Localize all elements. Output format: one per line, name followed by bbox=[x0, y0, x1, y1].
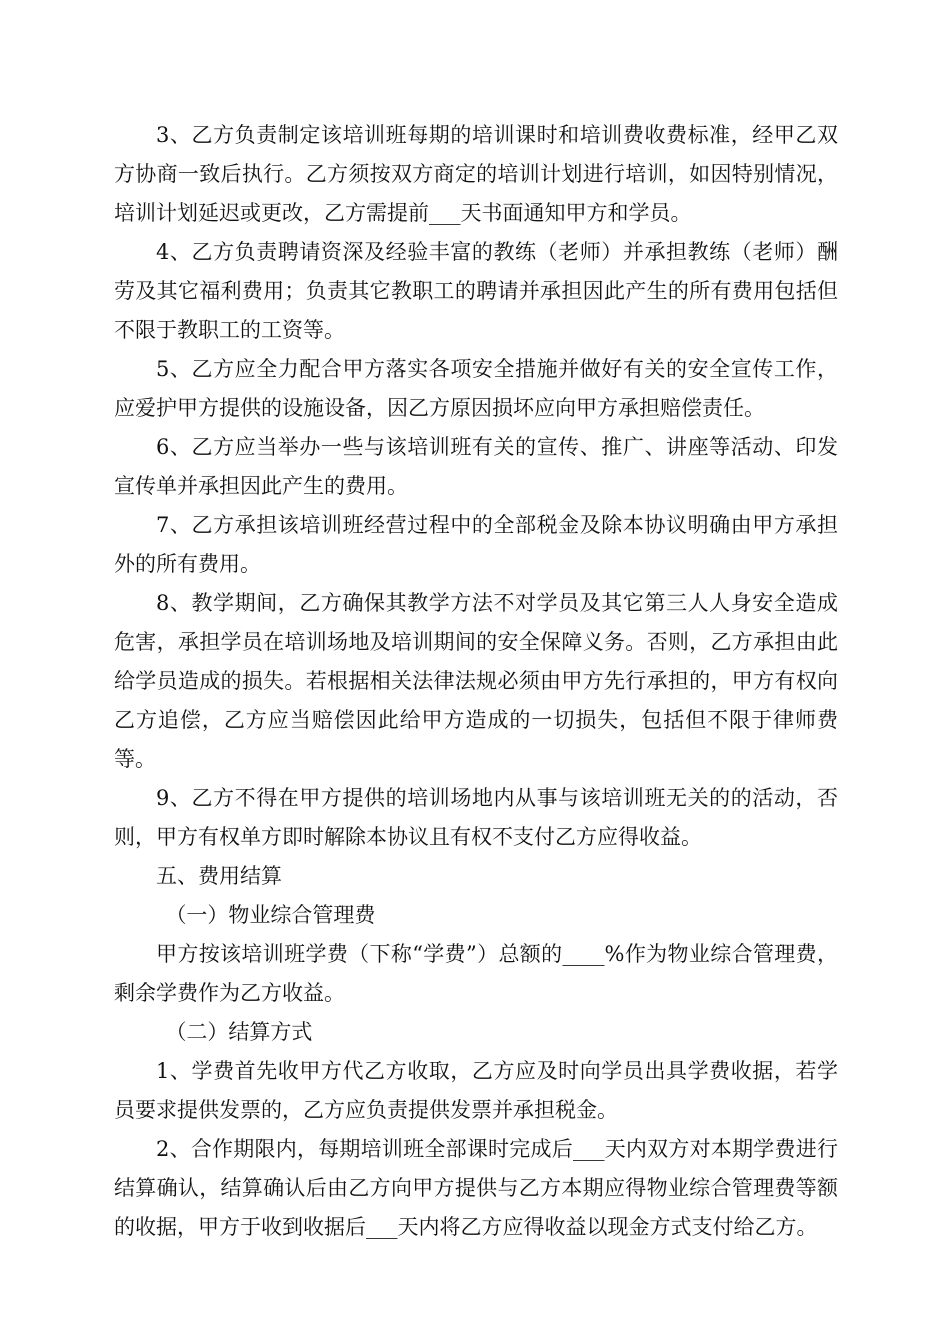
settlement-item-1: 1、学费首先收甲方代乙方收取，乙方应及时向学员出具学费收据，若学员要求提供发票的，乙方应负责提供发票并承担税金。 bbox=[114, 1059, 838, 1122]
clause-6-promotion: 6、乙方应当举办一些与该培训班有关的宣传、推广、讲座等活动、印发宣传单并承担因此产生的费用。 bbox=[114, 435, 838, 498]
subheading-settlement-method: （二）结算方式 bbox=[165, 1020, 313, 1044]
clause-7-taxes: 7、乙方承担该培训班经营过程中的全部税金及除本协议明确由甲方承担外的所有费用。 bbox=[114, 513, 838, 576]
management-fee-paragraph: 甲方按该培训班学费（下称“学费”）总额的____%作为物业综合管理费，剩余学费作为乙方收益。 bbox=[114, 942, 838, 1005]
clause-5-safety-cooperation: 5、乙方应全力配合甲方落实各项安全措施并做好有关的安全宣传工作，应爱护甲方提供的设施设备，因乙方原因损坏应向甲方承担赔偿责任。 bbox=[114, 357, 838, 420]
clause-8-teaching-safety: 8、教学期间，乙方确保其教学方法不对学员及其它第三人人身安全造成危害，承担学员在培训场地及培训期间的安全保障义务。否则，乙方承担由此给学员造成的损失。若根据相关法律法规必须由甲方先行承担的，甲方有权向乙方追偿，乙方应当赔偿因此给甲方造成的一切损失，包括但不限于律师费等。 bbox=[114, 591, 838, 771]
subheading-management-fee: （一）物业综合管理费 bbox=[165, 903, 376, 927]
settlement-item-2: 2、合作期限内，每期培训班全部课时完成后___天内双方对本期学费进行结算确认，结算确认后由乙方向甲方提供与乙方本期应得物业综合管理费等额的收据，甲方于收到收据后___天内将乙方应得收益以现金方式支付给乙方。 bbox=[114, 1137, 838, 1239]
clause-3-schedule-and-fees: 3、乙方负责制定该培训班每期的培训课时和培训费收费标准，经甲乙双方协商一致后执行。乙方须按双方商定的培训计划进行培训，如因特别情况，培训计划延迟或更改，乙方需提前___天书面通知甲方和学员。 bbox=[114, 123, 838, 225]
clause-4-hiring-teachers: 4、乙方负责聘请资深及经验丰富的教练（老师）并承担教练（老师）酬劳及其它福利费用；负责其它教职工的聘请并承担因此产生的所有费用包括但不限于教职工的工资等。 bbox=[114, 240, 838, 342]
document-body bbox=[114, 116, 838, 1247]
section-heading-fee-settlement: 五、费用结算 bbox=[156, 864, 282, 888]
clause-9-unrelated-activities: 9、乙方不得在甲方提供的培训场地内从事与该培训班无关的的活动，否则，甲方有权单方即时解除本协议且有权不支付乙方应得收益。 bbox=[114, 786, 838, 849]
